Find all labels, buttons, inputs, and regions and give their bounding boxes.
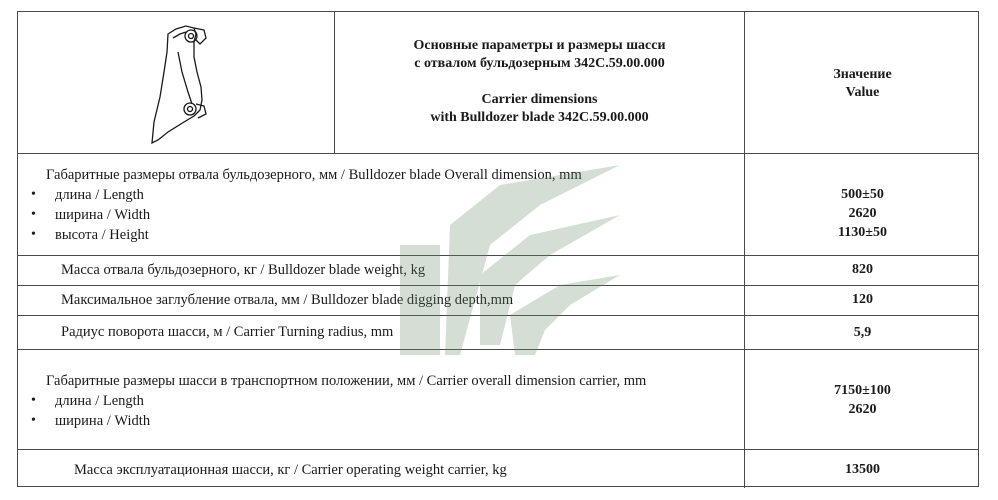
row-label: Габаритные размеры шасси в транспортном положении, мм / Carrier overall dimension carrier, mm (46, 373, 647, 389)
value-header-ru: Значение (833, 67, 892, 82)
title-ru-line-1: Основные параметры и размеры шасси (413, 38, 666, 53)
list-item: • ширина / Width (31, 205, 736, 225)
row-divider (18, 285, 978, 286)
value: 5,9 (853, 325, 872, 340)
value: 120 (852, 292, 873, 307)
row-label: Масса отвала бульдозерного, кг / Bulldozer blade weight, kg (61, 262, 426, 278)
list-item: • длина / Length (31, 391, 736, 411)
value: 500±50 (841, 187, 884, 202)
value: 820 (852, 262, 873, 277)
value: 1130±50 (838, 225, 887, 240)
row-divider (18, 255, 978, 256)
row-divider (18, 153, 978, 154)
row-label: Габаритные размеры отвала бульдозерного, мм / Bulldozer blade Overall dimension, mm (46, 167, 582, 183)
specs-table (17, 11, 979, 487)
title-ru-line-2: с отвалом бульдозерным 342С.59.00.000 (414, 56, 665, 71)
value: 13500 (845, 462, 880, 477)
list-item: • высота / Height (31, 225, 736, 245)
title-en-line-2: with Bulldozer blade 342С.59.00.000 (430, 110, 649, 125)
table-row-label (46, 165, 736, 245)
table-row-value (745, 185, 980, 242)
row-label: Масса эксплуатационная шасси, кг / Carrier operating weight carrier, kg (74, 462, 507, 478)
list-item: • длина / Length (31, 185, 736, 205)
blade-drawing-cell (18, 12, 334, 153)
row-divider (18, 315, 978, 316)
table-title (335, 37, 744, 137)
row-label: Радиус поворота шасси, м / Carrier Turning radius, mm (61, 324, 394, 340)
bulldozer-blade-drawing (18, 12, 334, 153)
value: 2620 (848, 206, 877, 221)
row-divider (18, 449, 978, 450)
value-header-en: Value (845, 85, 880, 100)
value: 2620 (848, 402, 877, 417)
table-row-value (745, 381, 980, 419)
row-divider (18, 349, 978, 350)
value-column-header (745, 66, 980, 102)
row-label: Максимальное заглубление отвала, мм / Bulldozer blade digging depth,mm (61, 292, 514, 308)
title-en-line-1: Carrier dimensions (481, 92, 598, 107)
list-item: • ширина / Width (31, 411, 736, 431)
value: 7150±100 (834, 383, 891, 398)
table-row-label (46, 371, 736, 431)
